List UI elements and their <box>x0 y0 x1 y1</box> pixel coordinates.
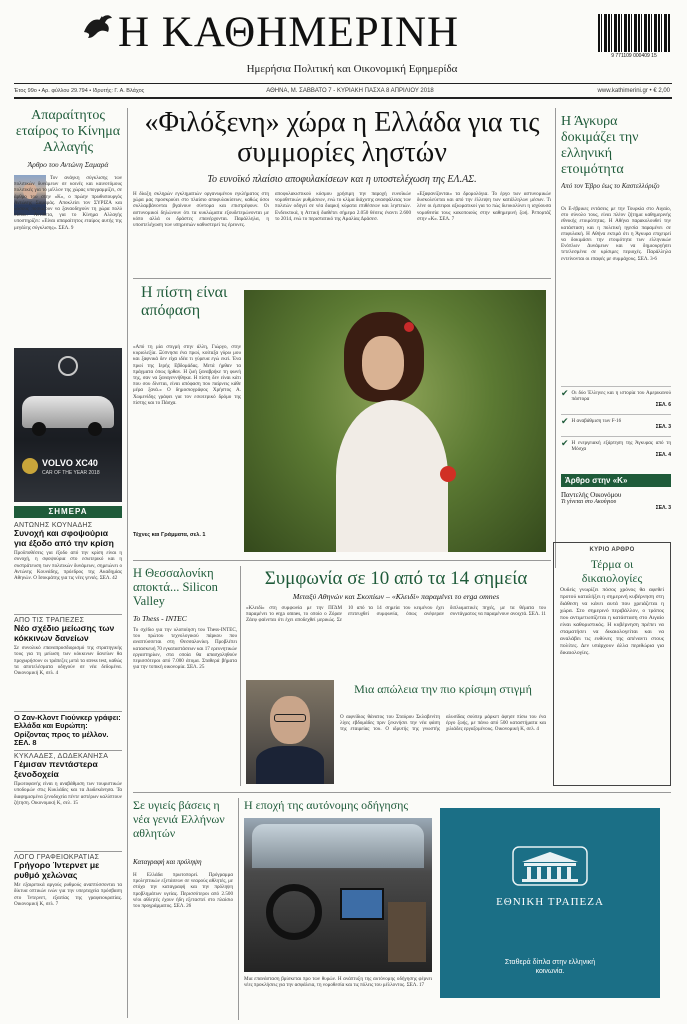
autonomous-story[interactable] <box>244 798 432 1020</box>
bank-building-icon <box>512 846 588 886</box>
editorial-box[interactable] <box>553 542 671 786</box>
autonomous-caption: Μια επανάσταση βρίσκεται προ των θυρών. Η ανάπτυξη της αυτόνομης οδήγησης φέρνει νέες προκλήσεις για την ασφάλεια, τη νομοθεσία και τις πόλεις του μέλλοντος. ΣΕΛ. 17 <box>244 976 432 989</box>
bullet-item[interactable] <box>561 436 671 464</box>
today-item[interactable] <box>14 617 122 709</box>
today-item-title: Νέο σχέδιο μείωσης των κόκκινων δανείων <box>14 623 115 643</box>
faith-story-body: «Από τη μία στιγμή στην άλλη, Γιώργο, στην κυριολεξία. Ξύπνησα ένα πρωί, κοίταξα γύρω μου και ξαφνικά δεν είχα ιδέα τι γύρευα εγώ εκεί. Ένα πρωί της Ιερής Εβδομάδας. Μετά ήρθαν τα πράγματα όπως ήρθαν. Η ζωή ξαναβρήκε τη φωνή της, σαν να ξαναγεννήθηκα. Η πίστη δεν είναι κάτι που σου δίνεται, είναι απόφαση που παίρνεις κάθε μέρα ξανά.» Ο δημοσιογράφος Χρήστος Α. Χωμενίδης γράφει για τον εσωτερικό δρόμο της πίστης και το Πάσχα. <box>133 344 241 406</box>
masthead-title: Η ΚΑΘΗΜΕΡΙΝΗ <box>118 9 460 56</box>
windshield <box>252 824 424 868</box>
editorial-body: Ουδείς γνωρίζει πόσος χρόνος θα αφεθεί προτού καταλήξει η σημερινή κυβέρνηση στη διάθεση να κάνει αυτά που χρειάζεται η χώρα. Στο σημερινό περιβάλλον, ο τρόπος που αντιμετωπίζεται η κατάσταση στο Αιγαίο είναι καθοριστικός. Η κυβέρνηση πρέπει να σταματήσει να δικαιολογείται και να αναλάβει τις ευθύνες της απέναντι στους πολίτες. Δεν υπάρχουν άλλα περιθώρια για δικαιολογίες. <box>560 587 664 656</box>
masthead-subtitle: Ημερήσια Πολιτική και Οικονομική Εφημερίδα <box>246 63 458 75</box>
bank-name: ΕΘΝΙΚΗ ΤΡΑΠΕΖΑ <box>496 896 604 908</box>
today-item-title: Συνοχή και σφοψούρια για έξοδο από την κρίση <box>14 528 114 548</box>
check-icon: ✔ <box>561 439 569 449</box>
steering-wheel-icon <box>266 884 322 940</box>
right-title: Η Άγκυρα δοκιμάζει την ελληνική ετοιμότητα <box>561 114 639 177</box>
today-item-kicker: ΚΥΚΛΑΔΕΣ, ΔΩΔΕΚΑΝΗΣΑ <box>14 753 109 760</box>
woman-face <box>362 336 404 390</box>
award-badge-icon <box>22 458 38 474</box>
bullet-page: ΣΕΛ. 6 <box>655 402 671 409</box>
left-lead-title[interactable]: Απαραίτητος εταίρος το Κίνημα Αλλαγής <box>15 108 121 155</box>
bullet-text: Η αναβάθμιση των F-16 <box>571 418 622 424</box>
right-bullets <box>561 386 671 464</box>
athletes-body: Η Ελλάδα πρωτοπορεί. Πρόγραμμα προληπτικών εξετάσεων σε νεαρούς αθλητές, με στόχο την καταγραφή και την πρόληψη προβλημάτων υγείας. Περισσότεροι από 2.500 νέοι αθλητές έχουν ήδη εξεταστεί στο πλαίσιο του προγράμματος. ΣΕΛ. 26 <box>133 872 233 910</box>
car-wheel-right-icon <box>88 422 102 436</box>
man-suit <box>256 746 324 784</box>
right-article-author: Παντελής Οικονόμου <box>561 491 622 499</box>
obituary-body: Ο αιφνίδιος θάνατος του Σταύρου Σκλαβενίτη λίγες εβδομάδες πριν ξεκινήσει την νέα φάση της εταιρείας του. Ο ιδρυτής της γνωστής αλυσίδας σούπερ μάρκετ άφησε πίσω του ένα έργο ζωής, με πάνω από 500 καταστήματα και χιλιάδες εργαζομένους. Οικονομική Κ, σελ. 4 <box>340 714 546 733</box>
athletes-story[interactable] <box>133 798 233 1020</box>
agreement-subtitle: Μεταξύ Αθηνών και Σκοπίων – «Κλειδί» παραμένει το erga omnes <box>292 592 500 601</box>
obituary-photo <box>246 680 334 784</box>
obituary-story[interactable] <box>340 682 546 786</box>
editorial-title: Τέρμα οι δικαιολογίες <box>581 557 643 585</box>
volvo-ad-award: CAR OF THE YEAR 2018 <box>42 470 100 476</box>
today-item-body: Προϋποθέσεις για έξοδο από την κρίση είναι η συνοχή, η σφοψούρια στο εσωτερικό και η συστράτευση των πολιτικών δυνάμεων, σημειώνει ο Αντώνης Κουνάδης, πρόεδρος της Ακαδημίας Αθηνών. Ο Ισοκράτης για τις νέες γενιές. ΣΕΛ. 42 <box>14 550 122 581</box>
today-item[interactable] <box>14 753 122 849</box>
bank-slogan: Σταθερά δίπλα στην ελληνική κοινωνία. <box>504 959 596 975</box>
today-item-kicker: ΑΠΟ ΤΙΣ ΤΡΑΠΕΖΕΣ <box>14 617 85 624</box>
faith-photo <box>244 290 546 552</box>
faith-story-source: Τέχνες και Γράμματα, σελ. 1 <box>133 532 206 538</box>
bullet-page: ΣΕΛ. 4 <box>655 452 671 459</box>
dashboard-screen <box>340 888 384 920</box>
today-item-body: Σε συνολικό επαναπροσδιορισμό της στρατηγικής τους για τη μείωση των κόκκινων δανείων θα προχωρήσουν οι τράπεζες μετά τα stress test, καθώς τα αποτελέσματα οδηγούν σε νέα δεδομένα. Οικονομική Κ, σελ. 4 <box>14 645 122 676</box>
volvo-logo-icon <box>58 356 78 376</box>
bullet-item[interactable] <box>561 414 671 436</box>
bullet-page: ΣΕΛ. 3 <box>655 424 671 431</box>
today-item-title: Ο Ζαν-Κλοντ Γιούνκερ γράφει: Ελλάδα και Ευρώπη: Ορίζοντας προς το μέλλον. ΣΕΛ. 8 <box>14 713 121 748</box>
bullet-item[interactable] <box>561 386 671 414</box>
barcode-bars <box>598 14 670 52</box>
thessaloniki-story[interactable] <box>133 566 237 786</box>
red-flower-icon <box>440 466 456 482</box>
today-label: ΣΗΜΕΡΑ <box>14 506 122 518</box>
main-story-subtitle: Το ευνοϊκό πλαίσιο αποφυλακίσεων και η υποστελέχωση της ΕΛ.ΑΣ. <box>207 174 477 185</box>
dateline-left: Έτος 99ο • Αρ. φύλλου 29.794 • Ιδρυτής: Γ. Α. Βλάχος <box>14 88 145 94</box>
today-item[interactable] <box>14 854 122 974</box>
thessaloniki-body: Το σχέδιο για την υλοποίηση του Thess-INTEC, του πρώτου τεχνολογικού πάρκου που αναπτύσσεται στη Θεσσαλονίκη. Προβλέπει κατασκευή 70 εγκαταστάσεων και 17 ερευνητικών εργαστηρίων, στα οποία θα απασχοληθούν περισσότεροι από 7.000 άτομα. Σταθερά βήματα για την τοπική οικονομία. ΣΕΛ. 25 <box>133 627 237 671</box>
hair-flower-icon <box>404 322 414 332</box>
today-item-title: Γέμισαν πεντάστερα ξενοδοχεία <box>14 759 98 779</box>
autonomous-title: Η εποχή της αυτόνομης οδήγησης <box>244 798 409 812</box>
bullet-text: Οι δύο Έλληνες και η ιστορία του Αμερικανού πάστορα <box>571 390 671 403</box>
main-story[interactable] <box>133 108 551 273</box>
left-lead-body: Τον ανάγκη σύγκλισης των πολιτικών δυνάμεων σε κοινές και καινοτόμους πολιτικές για το μέλλον της χώρας υπογραμμίζει, σε άρθρο του στην «Κ», ο πρώην πρωθυπουργός Αντώνης Σαμαράς. Αποκλείει τον ΣΥΡΙΖΑ και «όσους ποσκίζουν να ξαναοδηγούν τη χώρα πολύ πίσω». Αντίθετα, για το Κίνημα Αλλαγής υποστηρίζει: «Είναι απαραίτητος εταίρος αυτής της μεγάλης σύγκλισης». ΣΕΛ. 9 <box>14 175 122 231</box>
right-article-headline: Τι γίνεται στο Ακούγιου <box>561 499 617 505</box>
today-item[interactable] <box>14 714 122 748</box>
right-byline: Από τον Έβρο έως το Καστελλόριζο <box>561 182 660 190</box>
main-story-title: «Φιλόξενη» χώρα η Ελλάδα για τις συμμορίες ληστών <box>144 108 540 168</box>
today-item-kicker: ΑΝΤΩΝΗΣ ΚΟΥΝΑΔΗΣ <box>14 522 93 529</box>
masthead <box>0 0 687 100</box>
agreement-title: Συμφωνία σε 10 από τα 14 σημεία <box>264 568 528 589</box>
agreement-body: «Κλειδί» στη συμφωνία με την ΠΓΔΜ παραμένει το erga omnes, το οποίο ο Ζόραν Ζάεφ φαίνεται ότι έχει αποδεχθεί μερικώς. Σε 10 από τα 14 σημεία του κειμένου έχει επιτευχθεί συμφωνία, όπως ανέφεραν διπλωματικές πηγές, με τα θέματα του συντάγματος να παραμένουν ανοιχτά. ΣΕΛ. 11 <box>246 605 546 624</box>
right-column[interactable] <box>561 114 671 534</box>
athletes-title: Σε υγιείς βάσεις η νέα γενιά Ελλήνων αθλητών <box>133 798 225 840</box>
barcode <box>598 14 670 62</box>
car-interior-photo <box>244 818 432 972</box>
dateline-right: www.kathimerini.gr • € 2,00 <box>597 88 670 94</box>
today-sections <box>14 522 122 1018</box>
right-body: Οι Ε-έβρικες εντάσεις με την Τουρκία στο Αιγαίο, στο σύνολο τους, είναι πλέον ζήτημα καθημερινής εθνικής ετοιμότητας. Η Αθήνα παρακολουθεί την κατάσταση και η πολιτική ηγεσία παραμένει σε επιφυλακή. Η Αθήνα εκτιμά ότι η Άγκυρα επιχειρεί να δοκιμάσει την ετοιμότητα των ελληνικών Ενόπλων Δυνάμεων και να δημιουργήσει τετελεσμένα σε κρίσιμες περιοχές. Παράλληλα εντείνονται οι επαφές με συμμάχους. ΣΕΛ. 3-6 <box>561 206 671 262</box>
bank-ad[interactable] <box>440 808 660 998</box>
today-item-body: Πρωτοφανής είναι η αναβάθμιση των τουριστικών υποδομών στις Κυκλάδες και τα Δωδεκάνησα. Τα διαφημισμένα ξενοδοχεία πέντε αστέρων καλύπτουν ζήτηση. Οικονομική Κ, σελ. 15 <box>14 781 122 806</box>
thessaloniki-subtitle: To Thess - INTEC <box>133 614 187 623</box>
right-article-box[interactable] <box>561 474 671 530</box>
center-console <box>388 902 426 962</box>
check-icon: ✔ <box>561 389 569 399</box>
today-item[interactable] <box>14 522 122 612</box>
check-icon: ✔ <box>561 417 569 427</box>
main-story-body-col3: «Εξαφανίζονται» τα δρομολόγια. Το έργο των αστυνομικών δυσκολεύεται και από την έλλειψη των κατάλληλων μέσων. Τι λένε οι έμπειροι αξιωματικοί για το πώς διευκολύνει η ισχύουσα νομοθεσία τους κακοποιούς στην καθημερινή ζωή. Ρεπορτάζ στην «Κ». ΣΕΛ. 7 <box>417 191 551 222</box>
faith-story-title: Η πίστη είναι απόφαση <box>141 284 228 319</box>
eagle-logo-icon <box>80 10 114 42</box>
barcode-digits: 9 771109 000409 15 <box>611 53 657 59</box>
volvo-ad[interactable] <box>14 348 122 502</box>
editorial-label: ΚΥΡΙΟ ΑΡΘΡΟ <box>589 547 635 553</box>
bullet-text: Η ενεργειακή εξάρτηση της Άγκυρας από τη Μόσχα <box>571 440 671 453</box>
agreement-story[interactable] <box>246 568 546 674</box>
right-article-page: ΣΕΛ. 3 <box>655 505 671 511</box>
dateline-center: ΑΘΗΝΑ, Μ. ΣΑΒΒΑΤΟ 7 - ΚΥΡΙΑΚΗ ΠΑΣΧΑ 8 ΑΠΡΙΛΙΟΥ 2018 <box>266 88 434 94</box>
car-wheel-left-icon <box>32 422 46 436</box>
woman-dress <box>336 400 448 552</box>
glasses-icon <box>274 714 306 722</box>
today-item-kicker: ΛΟΓΟ ΓΡΑΦΕΙΟΚΡΑΤΙΑΣ <box>14 854 100 861</box>
right-article-label: Άρθρο στην «Κ» <box>561 474 671 487</box>
thessaloniki-title: Η Θεσσαλονίκη αποκτά... Silicon Valley <box>133 566 218 608</box>
today-item-body: Με εξαιρετικά αργούς ρυθμούς αναπτύσσονται τα δίκτυα οπτικών ινών για την υπερταχεία πρόσβαση στο Ίντερνετ, εξαιτίας της γραφειοκρατίας. Οικονομική Κ, σελ. 7 <box>14 882 122 907</box>
volvo-ad-brand: VOLVO XC40 <box>42 458 98 468</box>
main-story-body-col1: Η δίωξη σκληρών εγκληματιών οργανωμένου εγκλήματος στη χώρα μας προσκρούει στο πλαίσιο αποφυλακίσεων, καθώς όσοι συλλαμβάνονται βγαίνουν σύντομα και επιστρέφουν. Οι αστυνομικοί δηλώνουν ότι τα κυκλώματα εξουδετερώνονται με κόπο αλλά οι δράστες επανέρχονται. Παράλληλα, η υποστελέχωση των υπηρεσιών καθυστερεί τις έρευνες. <box>133 191 269 229</box>
main-story-body-col2: αποφυλακιστικού κόσμου χρήσιμη την παροχή ευνοϊκών νομοθετικών ρυθμίσεων, ενώ το κλίμα διάχυτης ανασφάλειας των πολιτών οδηγεί σε νέα διαρκή κύματα επιθέσεων και ληστειών. Ενδεικτικά, η Αττική διαθέτει σήμερα 2.050 θέσεις έναντι 2.600 το 2014, ενώ το περιστατικό της Αμαλίας Δράσεσ. <box>275 191 411 222</box>
athletes-subtitle: Καταγραφή και πρόληψη <box>133 858 202 866</box>
today-item-title: Γρήγορο Ίντερνετ με ρυθμό χελώνας <box>14 860 100 880</box>
left-lead-byline: Άρθρο του Αντώνη Σαμαρά <box>27 160 109 169</box>
left-column <box>14 108 122 1018</box>
faith-story[interactable] <box>133 284 241 554</box>
obituary-title: Μια απώλεια την πιο κρίσιμη στιγμή <box>354 682 532 696</box>
